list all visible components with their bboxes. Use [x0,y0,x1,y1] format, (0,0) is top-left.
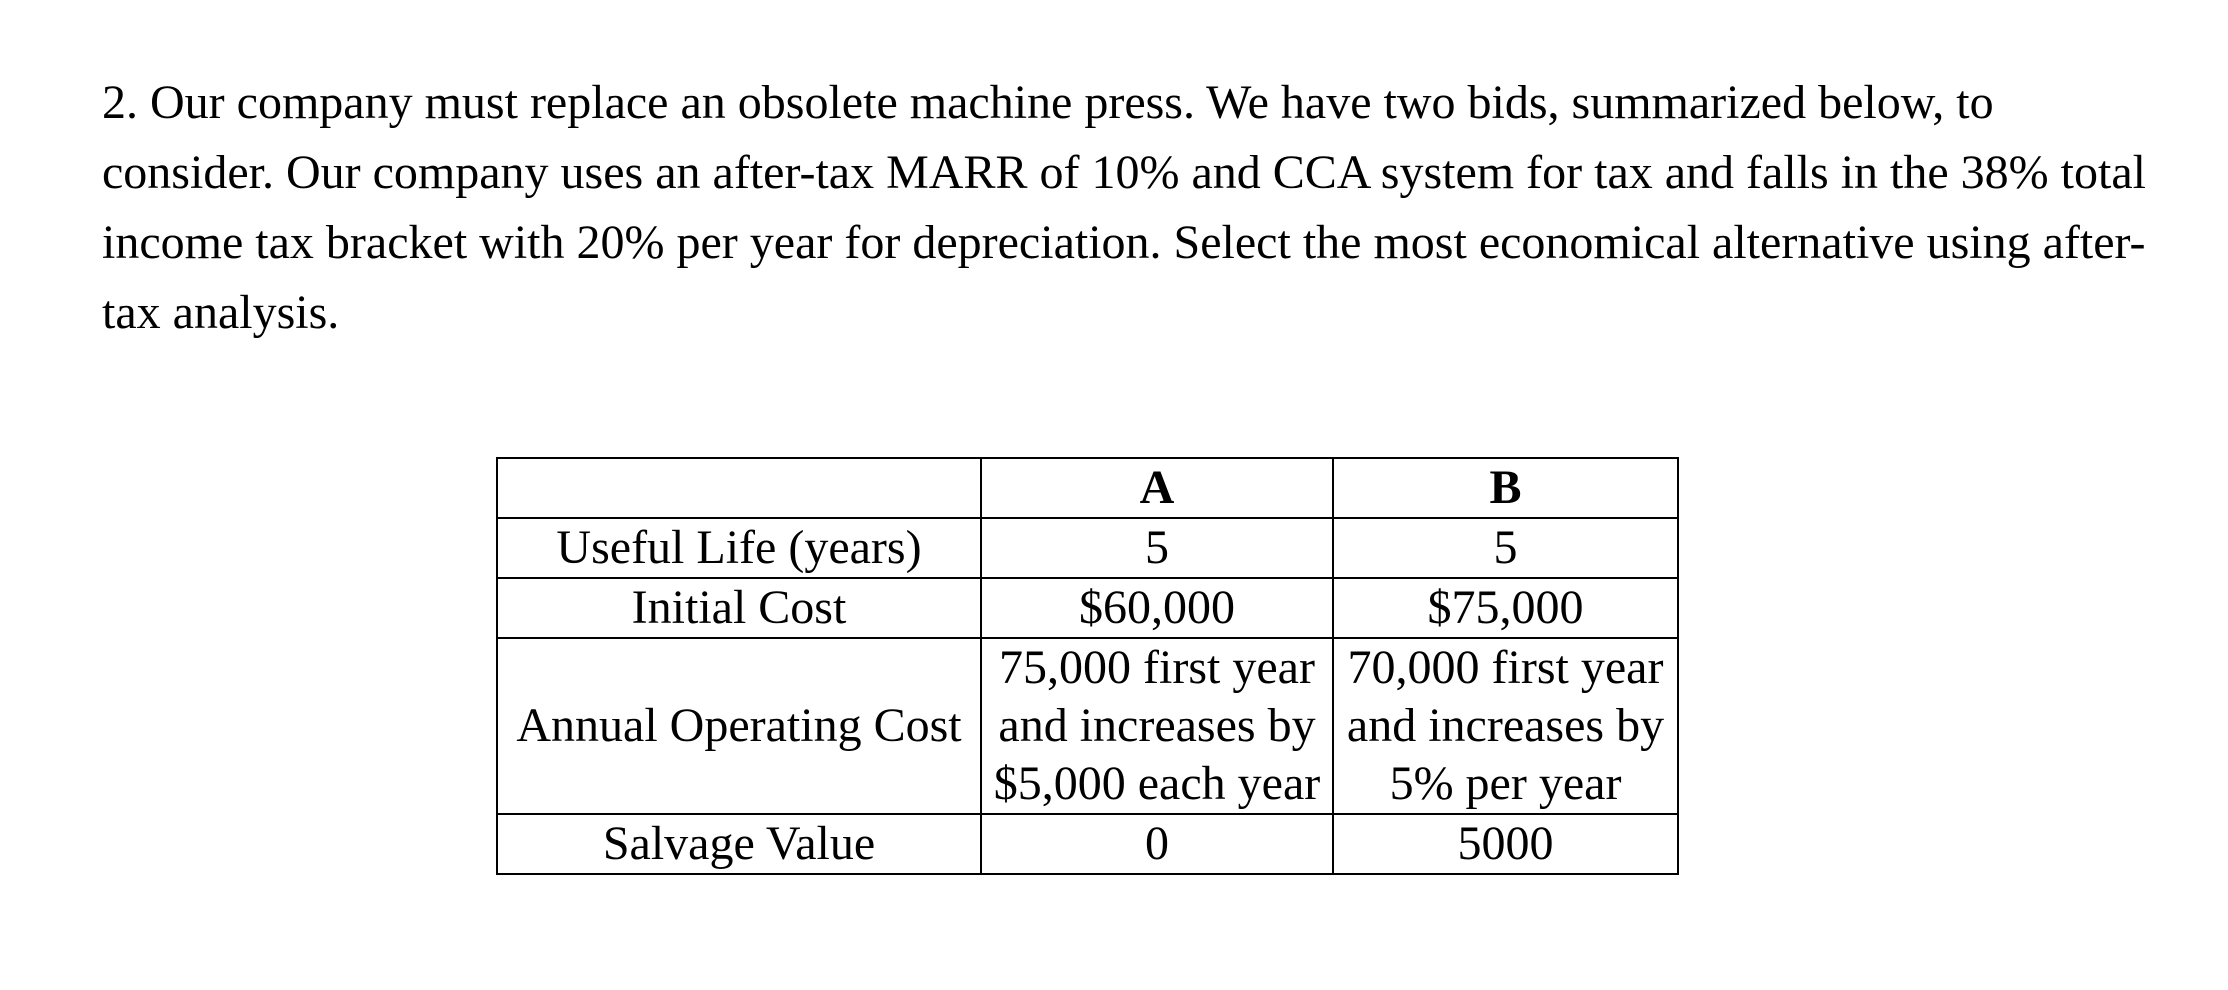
row-label-salvage: Salvage Value [497,814,981,874]
cell-a-useful-life: 5 [981,518,1333,578]
header-empty-cell [497,458,981,518]
bids-comparison-table [496,457,1679,875]
header-bid-a: A [981,458,1333,518]
header-bid-b: B [1333,458,1678,518]
table-row-salvage [497,814,1678,874]
cell-b-operating-line-1: 70,000 first year [1347,641,1664,694]
cell-a-salvage: 0 [981,814,1333,874]
cell-a-operating-line-1: 75,000 first year [999,641,1315,694]
table-row-operating-cost [497,638,1678,814]
cell-b-useful-life: 5 [1333,518,1678,578]
table-row-initial-cost [497,578,1678,638]
cell-b-operating-line-3: 5% per year [1389,757,1622,810]
cell-a-operating-line-3: $5,000 each year [993,757,1321,810]
problem-statement: 2. Our company must replace an obsolete machine press. We have two bids, summarized below, to consider. Our company uses an after-tax MARR of 10% and CCA system for tax and falls in the 38% total income tax bracket with 20% per year for depreciation. Select the most economical alternative using after-tax analysis. [102,76,2146,339]
cell-a-initial-cost: $60,000 [981,578,1333,638]
row-label-operating-cost: Annual Operating Cost [497,638,981,814]
table-row-useful-life [497,518,1678,578]
row-label-useful-life: Useful Life (years) [497,518,981,578]
cell-b-initial-cost: $75,000 [1333,578,1678,638]
row-label-initial-cost: Initial Cost [497,578,981,638]
table-header-row [497,458,1678,518]
cell-b-operating-line-2: and increases by [1346,699,1665,752]
cell-a-operating-cost [981,638,1333,814]
cell-b-operating-cost [1333,638,1678,814]
cell-a-operating-line-2: and increases by [998,699,1316,752]
cell-b-salvage: 5000 [1333,814,1678,874]
